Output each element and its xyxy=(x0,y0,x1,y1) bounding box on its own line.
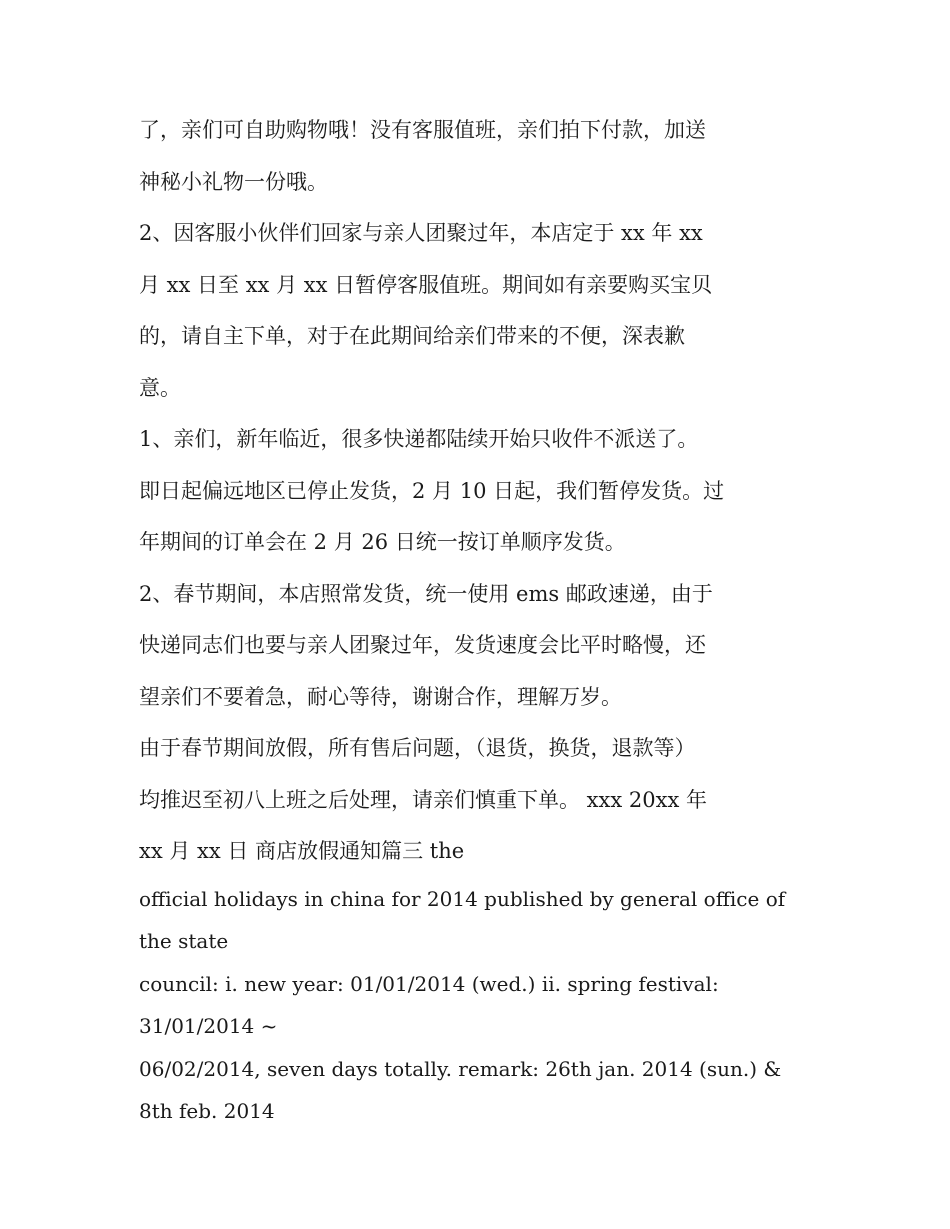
text-line: 神秘小礼物一份哦。 xyxy=(139,169,328,194)
text-line: 了，亲们可自助购物哦！没有客服值班，亲们拍下付款，加送 xyxy=(139,118,706,142)
text-line: the state xyxy=(139,929,229,953)
document-page xyxy=(139,105,819,1133)
text-line: 望亲们不要着急，耐心等待，谢谢合作，理解万岁。 xyxy=(139,684,622,709)
text-line: official holidays in china for 2014 published by general office of xyxy=(139,886,786,911)
text-line: 31/01/2014 ~ xyxy=(139,1014,278,1038)
text-line: 月 xx 日至 xx 月 xx 日暂停客服值班。期间如有亲要购买宝贝 xyxy=(139,272,713,297)
text-line: 2、春节期间，本店照常发货，统一使用 ems 邮政速递，由于 xyxy=(139,581,713,606)
text-line: 均推迟至初八上班之后处理，请亲们慎重下单。 xxx 20xx 年 xyxy=(139,787,707,812)
text-line: 由于春节期间放假，所有售后问题，（退货，换货，退款等） xyxy=(139,736,696,760)
text-line: 的，请自主下单，对于在此期间给亲们带来的不便，深表歉 xyxy=(139,324,685,348)
text-line: 8th feb. 2014 xyxy=(139,1099,275,1123)
text-line: xx 月 xx 日 商店放假通知篇三 the xyxy=(139,839,465,863)
text-line: 2、因客服小伙伴们回家与亲人团聚过年，本店定于 xx 年 xx xyxy=(139,221,703,245)
text-line: 1、亲们，新年临近，很多快递都陆续开始只收件不派送了。 xyxy=(139,427,699,451)
text-line: 06/02/2014, seven days totally. remark: 26th jan. 2014 (sun.) & xyxy=(139,1056,782,1081)
text-line: 快递同志们也要与亲人团聚过年，发货速度会比平时略慢，还 xyxy=(139,633,706,657)
text-line: 即日起偏远地区已停止发货，2 月 10 日起，我们暂停发货。过 xyxy=(139,478,725,503)
text-line: 年期间的订单会在 2 月 26 日统一按订单顺序发货。 xyxy=(139,530,626,554)
text-line: council: i. new year: 01/01/2014 (wed.) ii. spring festival: xyxy=(139,971,719,996)
text-line: 意。 xyxy=(139,375,181,400)
